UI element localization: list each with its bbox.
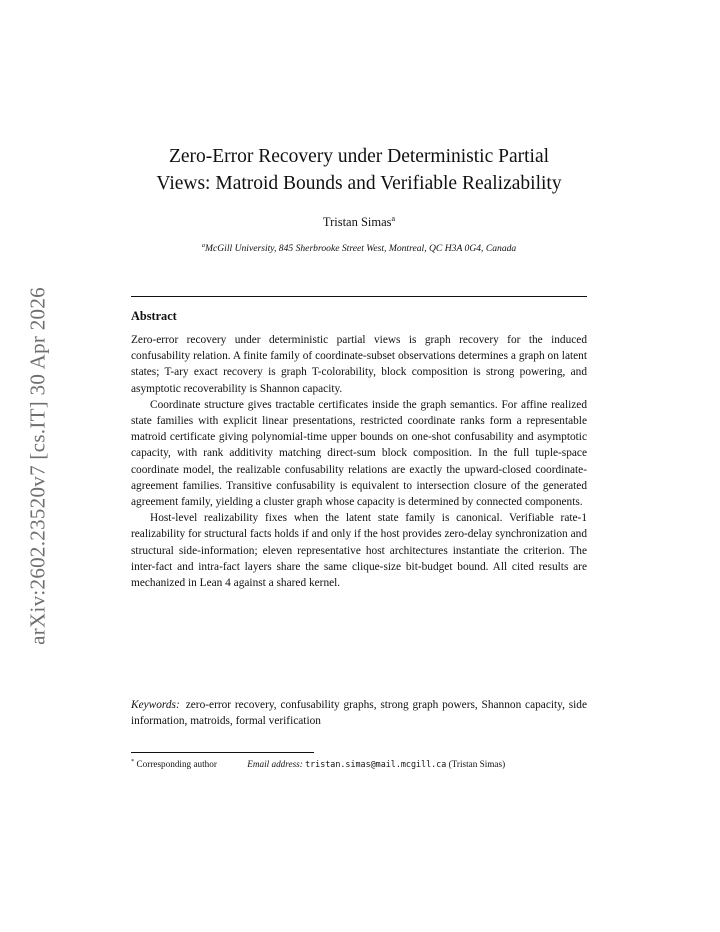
email-owner-note: (Tristan Simas) <box>448 759 506 770</box>
footnote <box>131 756 587 771</box>
email-address-label: Email address: <box>247 759 303 770</box>
footnote-rule <box>131 752 314 753</box>
abstract-paragraph-3: Host-level realizability fixes when the latent state family is canonical. Verifiable rate-1 realizability for structural facts holds if and only if the host provides zero-delay synchronization and structural side-information; eleven representative host architectures instantiate the criterion. The inter-fact and intra-fact layers share the same clique-size bit-budget bound. All cited results are mechanized in Lean 4 against a shared kernel. <box>131 512 587 590</box>
abstract-body <box>131 332 587 591</box>
title-line-1: Zero-Error Recovery under Deterministic Partial <box>168 146 550 167</box>
affiliation-line <box>130 242 588 254</box>
abstract-heading: Abstract <box>131 309 177 323</box>
corresponding-author-label: Corresponding author <box>136 759 217 770</box>
affiliation-text: McGill University, 845 Sherbrooke Street West, Montreal, QC H3A 0G4, Canada <box>205 243 517 255</box>
keywords-label: Keywords: <box>131 699 180 711</box>
arxiv-identifier-stamp: arXiv:2602.23520v7 [cs.IT] 30 Apr 2026 <box>25 287 50 645</box>
abstract-paragraph-2: Coordinate structure gives tractable certificates inside the graph semantics. For affine realized state families with explicit linear presentations, restricted coordinate ranks form a representable matroid certificate giving polynomial-time upper bounds on one-shot confusability and asymptotic capacity, with rank additivity matching direct-sum block composition. In the full tuple-space coordinate model, the realizable confusability relations are exactly the upward-closed coordinate-agreement families. Transitive confusability is equivalent to intersection closure of the generated agreement family, yielding a cluster graph whose capacity is determined by connected components. <box>131 398 587 509</box>
keywords-block <box>131 697 587 729</box>
footnote-mark: * <box>131 758 135 765</box>
author-affiliation-mark: a <box>391 214 396 223</box>
author-line <box>130 214 588 230</box>
affiliation-mark: a <box>201 242 205 249</box>
abstract-paragraph-1: Zero-error recovery under deterministic partial views is graph recovery for the induced confusability relation. A finite family of coordinate-subset observations determines a graph on latent states; T-ary exact recovery is graph T-colorability, block composition is strong powering, and asymptotic recoverability is Shannon capacity. <box>131 334 587 395</box>
paper-title <box>130 143 588 197</box>
author-name: Tristan Simas <box>322 215 392 230</box>
keywords-text: zero-error recovery, confusability graphs, strong graph powers, Shannon capacity, side information, matroids, formal verification <box>131 699 587 728</box>
email-address: tristan.simas@mail.mcgill.ca <box>305 759 447 770</box>
abstract-top-rule <box>131 296 587 297</box>
title-line-2: Views: Matroid Bounds and Verifiable Realizability <box>156 173 562 194</box>
